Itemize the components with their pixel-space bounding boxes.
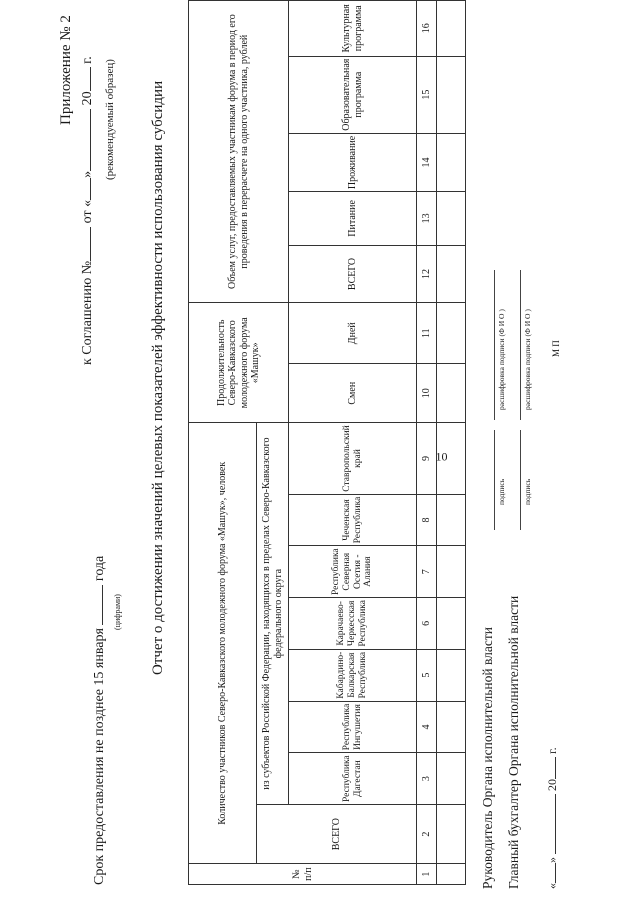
header-region: Республика Ингушетия <box>289 701 417 753</box>
data-cell <box>437 864 466 885</box>
header-service: Проживание <box>289 133 417 191</box>
column-number: 5 <box>417 649 437 701</box>
column-number: 1 <box>417 864 437 885</box>
accountant-transcript-caption: расшифровка подписи (Ф И О ) <box>523 309 532 410</box>
accountant-transcript-line <box>520 270 521 420</box>
column-number: 10 <box>417 364 437 423</box>
data-cell <box>437 494 466 546</box>
header-subjects: из субъектов Российской Федерации, находящихся в пределах Северо-Кавказского федерального округа <box>257 423 289 805</box>
column-number-row <box>417 1 437 885</box>
data-cell <box>437 245 466 303</box>
date-line <box>545 747 560 889</box>
date-close-quote: » <box>545 857 559 863</box>
header-participants-total: ВСЕГО <box>257 805 417 864</box>
date-year-blank <box>555 757 556 779</box>
report-title: Отчет о достижении значений целевых показателей эффективности использования субсидии <box>150 80 166 675</box>
column-number: 2 <box>417 805 437 864</box>
date-day-blank <box>555 863 556 883</box>
column-number: 9 <box>417 423 437 494</box>
agreement-prefix: к Соглашению № <box>80 260 95 365</box>
agreement-year-prefix: 20 <box>80 91 95 106</box>
column-number: 14 <box>417 133 437 191</box>
report-table <box>188 0 466 885</box>
header-region: Ставропольский край <box>289 423 417 494</box>
head-signature-caption: подпись <box>497 478 506 505</box>
date-year-suffix: г. <box>545 747 559 754</box>
header-row-number: № п/п <box>189 864 417 885</box>
accountant-signature-caption: подпись <box>523 478 532 505</box>
header-service: Образовательная программа <box>289 56 417 133</box>
column-number: 4 <box>417 701 437 753</box>
header-service: Питание <box>289 192 417 245</box>
data-cell <box>437 364 466 423</box>
column-number: 15 <box>417 56 437 133</box>
page-number: 10 <box>435 449 448 464</box>
accountant-signature-line <box>520 430 521 530</box>
head-signature-label: Руководитель Органа исполнительной власти <box>480 627 495 889</box>
deadline-year-label: года <box>92 555 107 582</box>
data-cell <box>437 649 466 701</box>
agreement-month-blank <box>90 109 91 171</box>
header-services: Объем услуг, предоставляемых участникам форума в период его проведения в перерасчете на одного участника, рублей <box>189 1 289 303</box>
column-number: 8 <box>417 494 437 546</box>
column-number: 13 <box>417 192 437 245</box>
agreement-quote: » <box>80 170 95 178</box>
header-region: Республика Дагестан <box>289 753 417 805</box>
data-cell <box>437 753 466 805</box>
data-cell <box>437 598 466 650</box>
deadline-text: Срок предоставления не позднее 15 января <box>92 628 107 885</box>
agreement-day-blank <box>90 178 91 200</box>
header-region: Кабардино-Балкарская Республика <box>289 649 417 701</box>
date-year-prefix: 20 <box>545 779 559 791</box>
column-number: 6 <box>417 598 437 650</box>
date-month-blank <box>555 794 556 854</box>
data-cell <box>437 805 466 864</box>
agreement-from: от « <box>80 199 95 224</box>
deadline-year-blank <box>102 585 103 625</box>
deadline-line <box>92 556 108 885</box>
header-days: Дней <box>289 303 417 364</box>
header-service: Культурная программа <box>289 1 417 57</box>
data-cell <box>437 423 466 494</box>
data-cell <box>437 133 466 191</box>
data-cell <box>437 1 466 57</box>
header-region: Чеченская Республика <box>289 494 417 546</box>
sample-note: (рекомендуемый образец) <box>104 59 116 180</box>
data-cell <box>437 192 466 245</box>
appendix-title: Приложение № 2 <box>58 15 74 125</box>
column-number: 3 <box>417 753 437 805</box>
column-number: 12 <box>417 245 437 303</box>
column-number: 7 <box>417 546 437 598</box>
data-row <box>437 1 466 885</box>
head-transcript-caption: расшифровка подписи (Ф И О ) <box>497 309 506 410</box>
agreement-number-blank <box>90 227 91 261</box>
agreement-reference <box>80 56 96 365</box>
data-cell <box>437 701 466 753</box>
data-cell <box>437 546 466 598</box>
header-services-total: ВСЕГО <box>289 245 417 303</box>
stamp-place: М П <box>551 340 561 357</box>
accountant-signature-label: Главный бухгалтер Органа исполнительной власти <box>506 595 521 889</box>
date-open-quote: « <box>545 883 559 889</box>
agreement-year-suffix: г. <box>80 56 95 64</box>
deadline-year-hint: (цифрами) <box>113 594 122 630</box>
head-signature-line <box>494 430 495 530</box>
column-number: 16 <box>417 1 437 57</box>
agreement-year-blank <box>90 67 91 91</box>
header-shifts: Смен <box>289 364 417 423</box>
column-number: 11 <box>417 303 437 364</box>
data-cell <box>437 56 466 133</box>
header-participants: Количество участников Северо-Кавказского молодежного форума «Машук», человек <box>189 423 257 864</box>
data-cell <box>437 303 466 364</box>
header-region: Республика Северная Осетия - Алания <box>289 546 417 598</box>
header-duration: Продолжительность Северо-Кавказского молодежного форума «Машук» <box>189 303 289 423</box>
header-region: Карачаево-Черкесская Республика <box>289 598 417 650</box>
head-transcript-line <box>494 270 495 420</box>
